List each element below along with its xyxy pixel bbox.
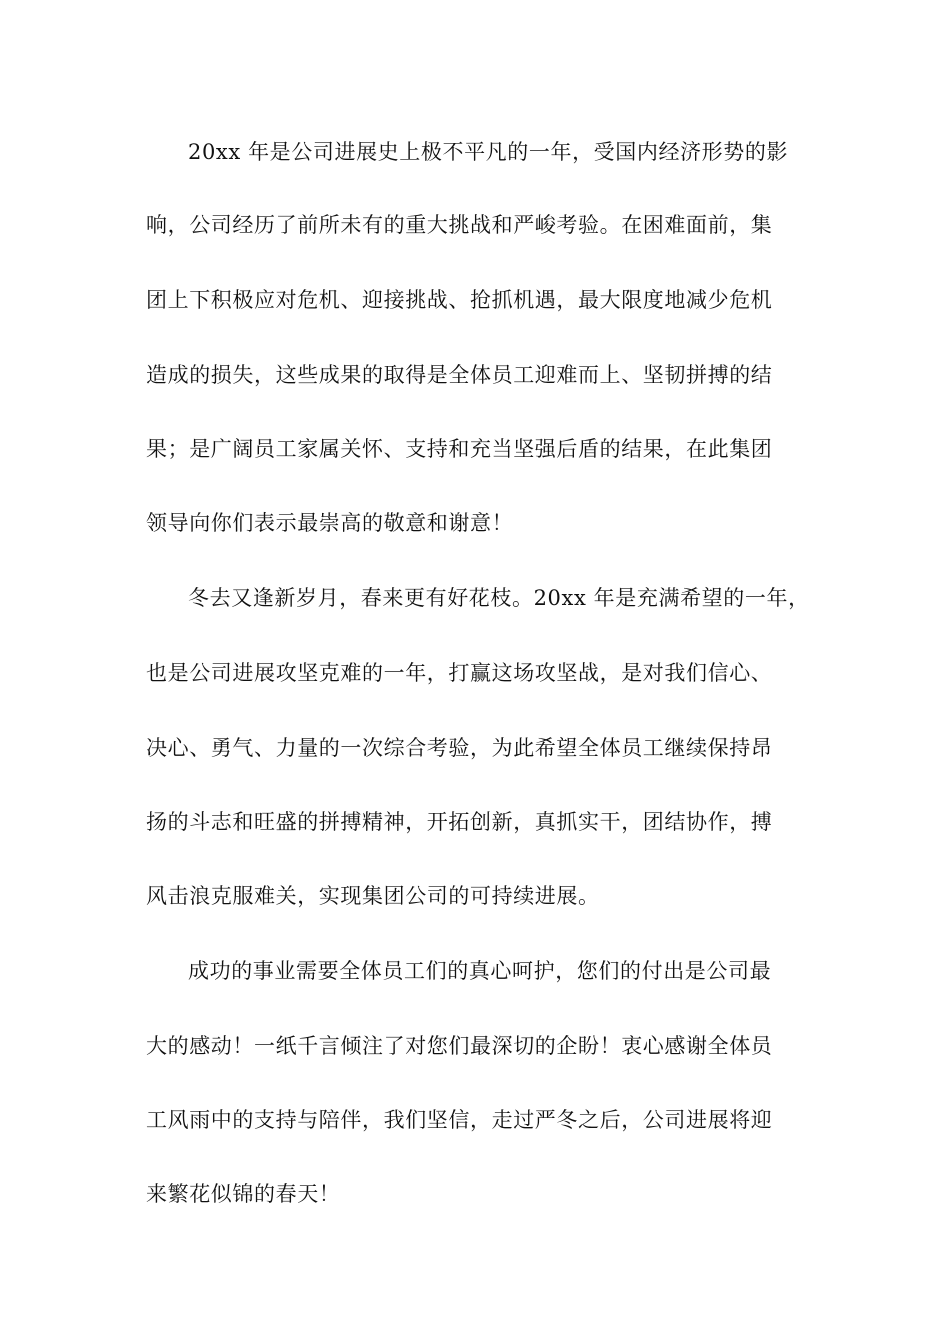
paragraph-line: 响，公司经历了前所未有的重大挑战和严峻考验。在困难面前，集 xyxy=(146,213,773,237)
paragraph-line: 领导向你们表示最崇高的敬意和谢意！ xyxy=(146,511,514,535)
paragraph-line: 冬去又逢新岁月，春来更有好花枝。20xx 年是充满希望的一年， xyxy=(188,586,810,610)
paragraph-line: 20xx 年是公司进展史上极不平凡的一年，受国内经济形势的影 xyxy=(188,140,789,164)
paragraph-line: 也是公司进展攻坚克难的一年，打赢这场攻坚战，是对我们信心、 xyxy=(146,661,773,685)
paragraph-line: 来繁花似锦的春天！ xyxy=(146,1182,341,1206)
paragraph-line: 大的感动！一纸千言倾注了对您们最深切的企盼！衷心感谢全体员 xyxy=(146,1034,773,1058)
paragraph-line: 团上下积极应对危机、迎接挑战、抢抓机遇，最大限度地减少危机 xyxy=(146,288,773,312)
paragraph-line: 扬的斗志和旺盛的拼搏精神，开拓创新，真抓实干，团结协作，搏 xyxy=(146,810,773,834)
paragraph-line: 果；是广阔员工家属关怀、支持和充当坚强后盾的结果，在此集团 xyxy=(146,437,773,461)
paragraph-line: 造成的损失，这些成果的取得是全体员工迎难而上、坚韧拼搏的结 xyxy=(146,363,773,387)
paragraph-line: 决心、勇气、力量的一次综合考验，为此希望全体员工继续保持昂 xyxy=(146,736,773,760)
paragraph-line: 工风雨中的支持与陪伴，我们坚信，走过严冬之后，公司进展将迎 xyxy=(146,1108,773,1132)
paragraph-line: 成功的事业需要全体员工们的真心呵护，您们的付出是公司最 xyxy=(188,959,772,983)
paragraph-line: 风击浪克服难关，实现集团公司的可持续进展。 xyxy=(146,884,600,908)
